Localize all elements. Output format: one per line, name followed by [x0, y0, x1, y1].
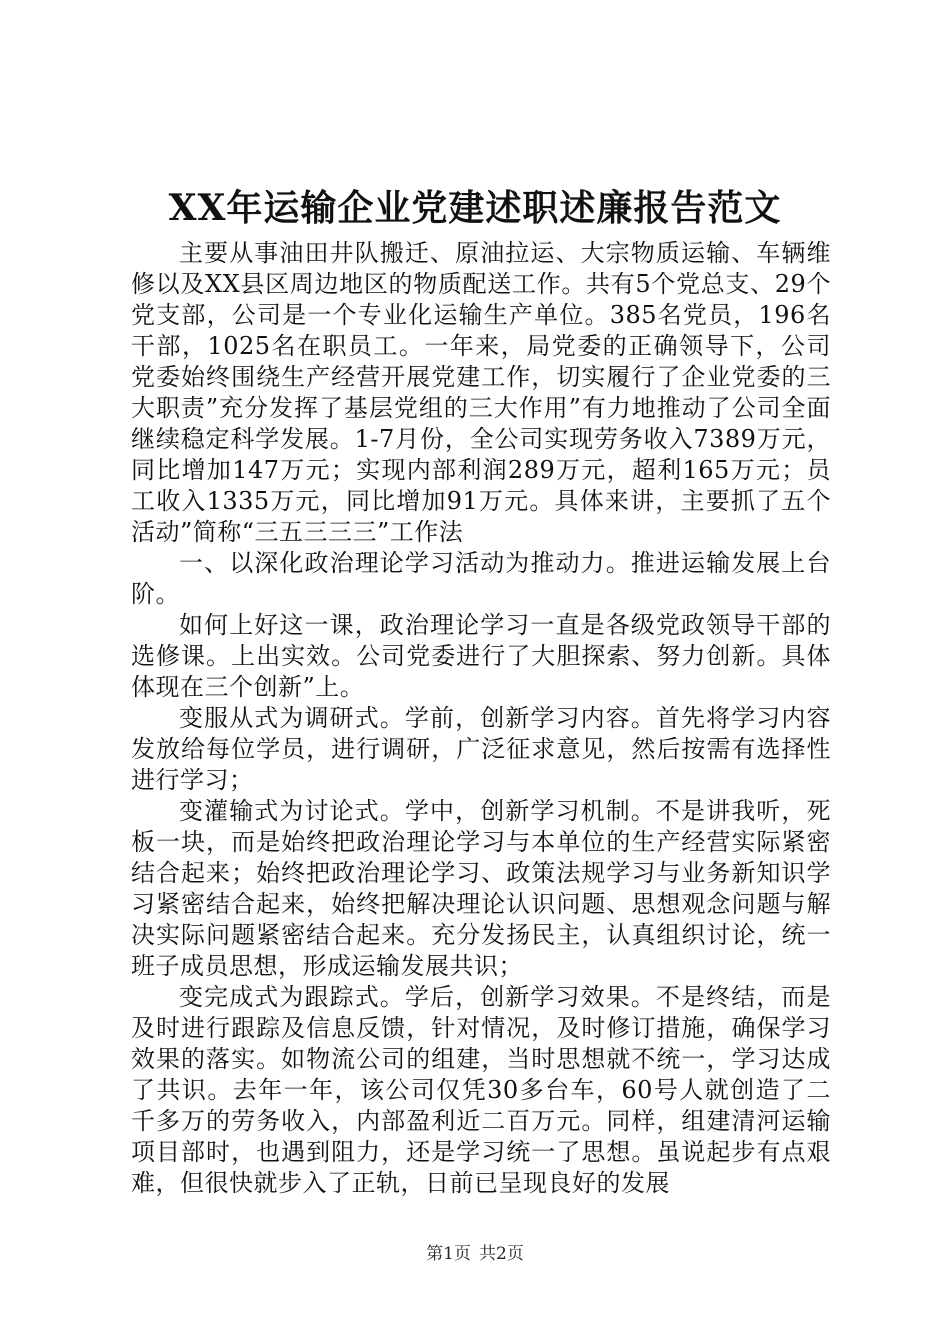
paragraph-discussion-mode: 变灌输式为讨论式。学中，创新学习机制。不是讲我听，死板一块，而是始终把政治理论学习与本单位的生产经营实际紧密结合起来；始终把政治理论学习、政策法规学习与业务新知识学习紧密结合起来，始终把解决理论认识问题、思想观念问题与解决实际问题紧密结合起来。充分发扬民主，认真组织讨论，统一班子成员思想，形成运输发展共识；: [131, 797, 831, 980]
paragraph-intro: 主要从事油田井队搬迁、原油拉运、大宗物质运输、车辆维修以及XX县区周边地区的物质配送工作。共有5个党总支、29个党支部，公司是一个专业化运输生产单位。385名党员，196名干部，1025名在职员工。一年来，局党委的正确领导下，公司党委始终围绕生产经营开展党建工作，切实履行了企业党委的三大职责”充分发挥了基层党组的三大作用”有力地推动了公司全面继续稳定科学发展。1-7月份，全公司实现劳务收入7389万元，同比增加147万元；实现内部利润289万元，超利165万元；员工收入1335万元，同比增加91万元。具体来讲，主要抓了五个活动”简称“三五三三三”工作法: [131, 239, 831, 546]
page-footer: [0, 1243, 950, 1265]
document-body: [131, 238, 831, 1199]
paragraph-research-mode: 变服从式为调研式。学前，创新学习内容。首先将学习内容发放给每位学员，进行调研，广泛征求意见，然后按需有选择性进行学习；: [131, 704, 831, 794]
page-number-total: 共2页: [479, 1244, 524, 1264]
page-number-current: 第1页: [426, 1244, 471, 1264]
paragraph-study-overview: 如何上好这一课，政治理论学习一直是各级党政领导干部的选修课。上出实效。公司党委进行了大胆探索、努力创新。具体体现在三个创新”上。: [131, 611, 831, 701]
paragraph-tracking-mode: 变完成式为跟踪式。学后，创新学习效果。不是终结，而是及时进行跟踪及信息反馈，针对情况，及时修订措施，确保学习效果的落实。如物流公司的组建，当时思想就不统一，学习达成了共识。去年一年，该公司仅凭30多台车，60号人就创造了二千多万的劳务收入，内部盈利近二百万元。同样，组建清河运输项目部时，也遇到阻力，还是学习统一了思想。虽说起步有点艰难，但很快就步入了正轨，日前已呈现良好的发展: [131, 983, 831, 1197]
paragraph-section-heading: 一、以深化政治理论学习活动为推动力。推进运输发展上台阶。: [131, 549, 831, 608]
document-title: XX年运输企业党建述职述廉报告范文: [168, 187, 782, 229]
